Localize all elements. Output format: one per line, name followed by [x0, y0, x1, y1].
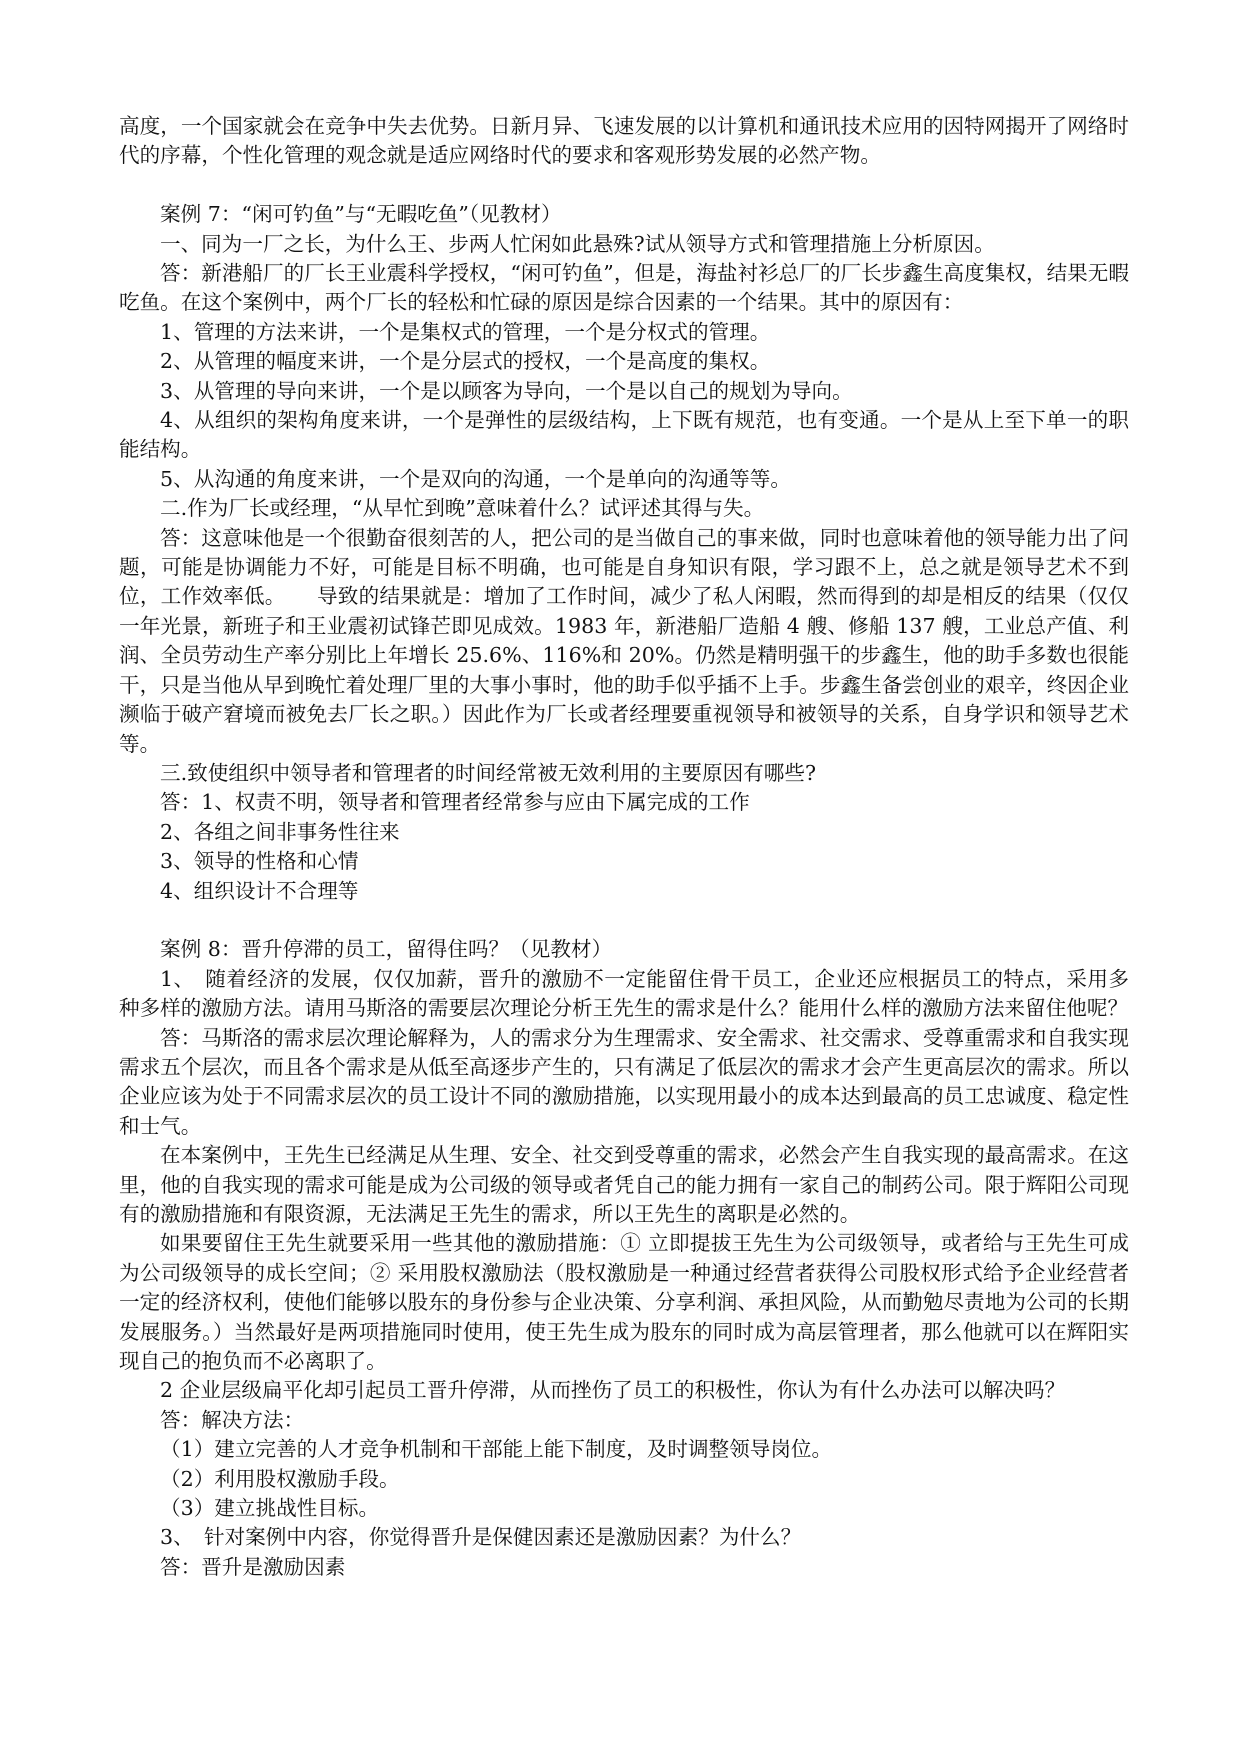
blank-line: [119, 906, 1129, 935]
case-7-title: 案例 7：“闲可钓鱼”与“无暇吃鱼”（见教材）: [160, 202, 562, 227]
case-8-question-2: 2 企业层级扁平化却引起员工晋升停滞，从而挫伤了员工的积极性，你认为有什么办法可以解决吗？: [160, 1378, 1066, 1403]
case-7-point-2: 2、从管理的幅度来讲，一个是分层式的授权，一个是高度的集权。: [160, 349, 771, 374]
case-7-question-1: 一、同为一厂之长，为什么王、步两人忙闲如此悬殊?试从领导方式和管理措施上分析原因。: [160, 231, 995, 256]
case-7-point-4: 4、从组织的架构角度来讲，一个是弹性的层级结构，上下既有规范，也有变通。一个是从上至下单一的职能结构。: [119, 408, 1129, 462]
case-7-answer-3-item-4: 4、组织设计不合理等: [160, 878, 359, 903]
case-7-answer-1: 答：新港船厂的厂长王业震科学授权，“闲可钓鱼”，但是，海盐衬衫总厂的厂长步鑫生高度集权，结果无暇吃鱼。在这个案例中，两个厂长的轻松和忙碌的原因是综合因素的一个结果。其中的原因有：: [119, 261, 1129, 315]
case-7-question-3: 三.致使组织中领导者和管理者的时间经常被无效利用的主要原因有哪些?: [160, 760, 816, 785]
case-8-answer-3: 答：晋升是激励因素: [160, 1554, 346, 1579]
case-7-answer-3-item-2: 2、各组之间非事务性往来: [160, 819, 400, 844]
case-7-answer-3-item-3: 3、领导的性格和心情: [160, 849, 359, 874]
document-page: [119, 112, 1129, 1582]
case-7-question-2: 二.作为厂长或经理，“从早忙到晚”意味着什么？试评述其得与失。: [160, 496, 765, 521]
case-7-answer-3-item-1: 答：1、权责不明，领导者和管理者经常参与应由下属完成的工作: [160, 790, 750, 815]
case-8-title: 案例 8：晋升停滞的员工，留得住吗？（见教材）: [160, 937, 613, 962]
case-7-answer-2: 答：这意味他是一个很勤奋很刻苦的人，把公司的是当做自己的事来做，同时也意味着他的领导能力出了问题，可能是协调能力不好，可能是目标不明确，也可能是自身知识有限，学习跟不上，总之就是领导艺术不到位，工作效率低。 导致的结果就是：增加了工作时间，减少了私人闲暇，然而得到的却是相反的结果（仅仅一年光景，新班子和王业震初试锋芒即见成效。1983 年，新港船厂造船 4 艘、修船 137 艘，工业总产值、利润、全员劳动生产率分别比上年增长 25.6%、116%和 20%。仍然是精明强干的步鑫生，他的助手多数也很能干，只是当他从早到晚忙着处理厂里的大事小事时，他的助手似乎插不上手。步鑫生备尝创业的艰辛，终因企业濒临于破产窘境而被免去厂长之职。）因此作为厂长或者经理要重视领导和被领导的关系，自身学识和领导艺术等。: [119, 525, 1129, 756]
case-8-answer-1-analysis: 在本案例中，王先生已经满足从生理、安全、社交到受尊重的需求，必然会产生自我实现的最高需求。在这里，他的自我实现的需求可能是成为公司级的领导或者凭自己的能力拥有一家自己的制药公司。限于辉阳公司现有的激励措施和有限资源，无法满足王先生的需求，所以王先生的离职是必然的。: [119, 1143, 1129, 1226]
blank-line: [119, 171, 1129, 200]
case-8-answer-2-item-3: （3）建立挑战性目标。: [160, 1496, 380, 1521]
case-8-answer-2-item-1: （1）建立完善的人才竞争机制和干部能上能下制度，及时调整领导岗位。: [160, 1437, 833, 1462]
case-7-point-3: 3、从管理的导向来讲，一个是以顾客为导向，一个是以自己的规划为导向。: [160, 378, 853, 403]
case-8-answer-1-measures: 如果要留住王先生就要采用一些其他的激励措施：① 立即提拔王先生为公司级领导，或者给与王先生可成为公司级领导的成长空间；② 采用股权激励法（股权激励是一种通过经营者获得公司股权形式给予企业经营者一定的经济权利，使他们能够以股东的身份参与企业决策、分享利润、承担风险，从而勤勉尽责地为公司的长期发展服务。）当然最好是两项措施同时使用，使王先生成为股东的同时成为高层管理者，那么他就可以在辉阳实现自己的抱负而不必离职了。: [119, 1231, 1129, 1374]
case-7-point-1: 1、管理的方法来讲，一个是集权式的管理，一个是分权式的管理。: [160, 319, 771, 344]
case-8-question-3: 3、 针对案例中内容，你觉得晋升是保健因素还是激励因素？为什么？: [160, 1525, 802, 1550]
case-8-answer-2: 答：解决方法：: [160, 1407, 305, 1432]
paragraph-intro: 高度，一个国家就会在竞争中失去优势。日新月异、飞速发展的以计算机和通讯技术应用的因特网揭开了网络时代的序幕，个性化管理的观念就是适应网络时代的要求和客观形势发展的必然产物。: [119, 114, 1129, 168]
case-8-answer-2-item-2: （2）利用股权激励手段。: [160, 1466, 400, 1491]
case-8-answer-1: 答：马斯洛的需求层次理论解释为，人的需求分为生理需求、安全需求、社交需求、受尊重需求和自我实现需求五个层次，而且各个需求是从低至高逐步产生的，只有满足了低层次的需求才会产生更高层次的需求。所以企业应该为处于不同需求层次的员工设计不同的激励措施，以实现用最小的成本达到最高的员工忠诚度、稳定性和士气。: [119, 1025, 1129, 1138]
case-7-point-5: 5、从沟通的角度来讲，一个是双向的沟通，一个是单向的沟通等等。: [160, 466, 791, 491]
case-8-question-1: 1、 随着经济的发展，仅仅加薪，晋升的激励不一定能留住骨干员工，企业还应根据员工的特点，采用多种多样的激励方法。请用马斯洛的需要层次理论分析王先生的需求是什么？能用什么样的激励方法来留住他呢？: [119, 966, 1129, 1021]
